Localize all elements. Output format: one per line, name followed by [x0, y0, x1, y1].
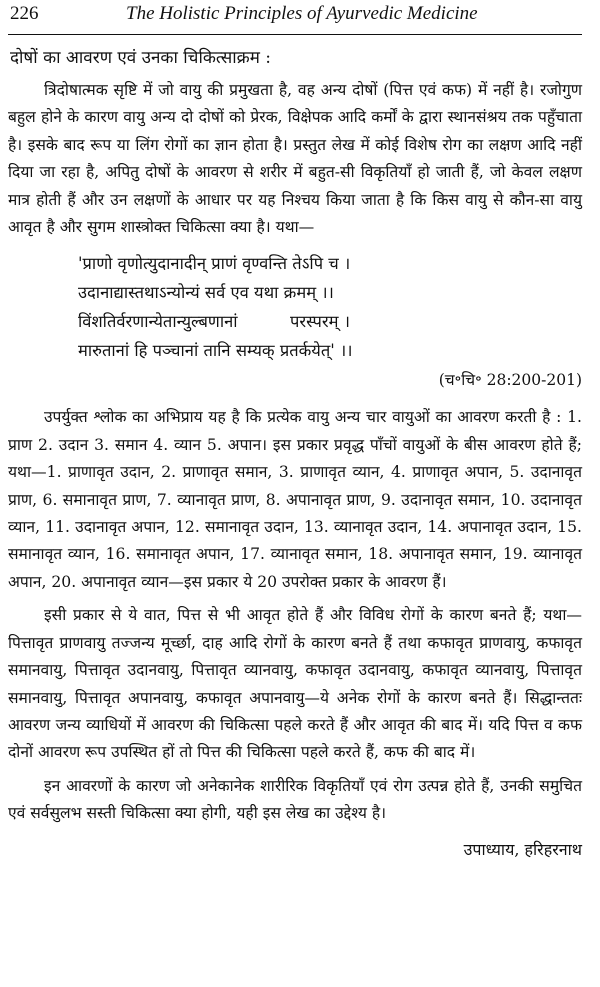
verse-line: उदानाद्यास्तथाऽन्योन्यं सर्व एव यथा क्रमम् ।। — [78, 283, 334, 303]
paragraph-avarana-list: उपर्युक्त श्लोक का अभिप्राय यह है कि प्रत्येक वायु अन्य चार वायुओं का आवरण करती है : 1. प्राण 2. उदान 3. समान 4. व्यान 5. अपान। इस प्रकार प्रवृद्ध पाँचों वायुओं के बीस आवरण होते हैं; यथा—1. प्राणावृत उदान, 2. प्राणावृत समान, 3. प्राणावृत व्यान, 4. प्राणावृत अपान, 5. उदानावृत प्राण, 6. समानावृत प्राण, 7. व्यानावृत प्राण, 8. अपानावृत प्राण, 9. उदानावृत समान, 10. उदानावृत व्यान, 11. उदानावृत अपान, 12. समानावृत उदान, 13. व्यानावृत उदान, 14. अपानावृत उदान, 15. समानावृत व्यान, 16. समानावृत अपान, 17. व्यानावृत समान, 18. अपानावृत समान, 19. व्यानावृत अपान, 20. अपानावृत व्यान—इस प्रकार ये 20 उपरोक्त प्रकार के आवरण हैं। — [8, 408, 582, 591]
verse-line: विंशतिर्वरणान्येतान्युल्बणानां परस्परम् । — [78, 312, 350, 332]
page-header — [8, 0, 582, 35]
page-number: 226 — [10, 3, 39, 24]
author-signature: उपाध्याय, हरिहरनाथ — [463, 839, 582, 859]
verse-line: मारुतानां हि पञ्चानां तानि सम्यक् प्रतर्कयेत्' ।। — [78, 341, 353, 361]
verse-citation: (च॰चि॰ 28:200-201) — [438, 371, 582, 390]
paragraph-intro: त्रिदोषात्मक सृष्टि में जो वायु की प्रमुखता है, वह अन्य दोषों (पित्त एवं कफ) में नहीं है। रजोगुण बहुल होने के कारण वायु अन्य दो दोषों को प्रेरक, विक्षेपक आदि कर्मों के द्वारा स्थानसंश्रय तक पहुँचाता है। इसके बाद रूप या लिंग रोगों का ज्ञान होता है। प्रस्तुत लेख में कोई विशेष रोग का लक्षण आदि नहीं दिया जा रहा है, अपितु दोषों के आवरण से शरीर में बहुत-सी विकृतियाँ हो जाती हैं, जो केवल लक्षण मात्र होती हैं और उन लक्षणों के आधार पर यह निश्चय किया जाता है कि किस वायु से कौन-सा वायु आवृत है और सुगम शास्त्रोक्त चिकित्सा क्या है। यथा— — [8, 81, 582, 237]
section-heading: दोषों का आवरण एवं उनका चिकित्साक्रम : — [10, 48, 272, 68]
running-title: The Holistic Principles of Ayurvedic Medicine — [126, 3, 478, 24]
verse-line: 'प्राणो वृणोत्युदानादीन् प्राणं वृण्वन्ति तेऽपि च । — [78, 254, 351, 274]
sanskrit-verse — [8, 249, 582, 365]
paragraph-pitta-kapha: इसी प्रकार से ये वात, पित्त से भी आवृत होते हैं और विविध रोगों के कारण बनते हैं; यथा—पित्तावृत प्राणवायु तज्जन्य मूर्च्छा, दाह आदि रोगों के कारण बनते हैं तथा कफावृत प्राणवायु, कफावृत समानवायु, पित्तावृत उदानवायु, पित्तावृत व्यानवायु, कफावृत उदानवायु, कफावृत व्यानवायु, पित्तावृत समानवायु, पित्तावृत अपानवायु, कफावृत अपानवायु—ये अनेक रोगों के कारण बनते हैं। सिद्धान्ततः आवरण जन्य व्याधियों में आवरण की चिकित्सा पहले करते हैं और आवृत की बाद में। यदि पित्त व कफ दोनों आवरण रूप उपस्थित हों तो पित्त की चिकित्सा पहले करते हैं, कफ की बाद में। — [8, 606, 582, 762]
paragraph-purpose: इन आवरणों के कारण जो अनेकानेक शारीरिक विकृतियाँ एवं रोग उत्पन्न होते हैं, उनकी समुचित एवं सर्वसुलभ सस्ती चिकित्सा क्या होगी, यही इस लेख का उद्देश्य है। — [8, 776, 582, 823]
